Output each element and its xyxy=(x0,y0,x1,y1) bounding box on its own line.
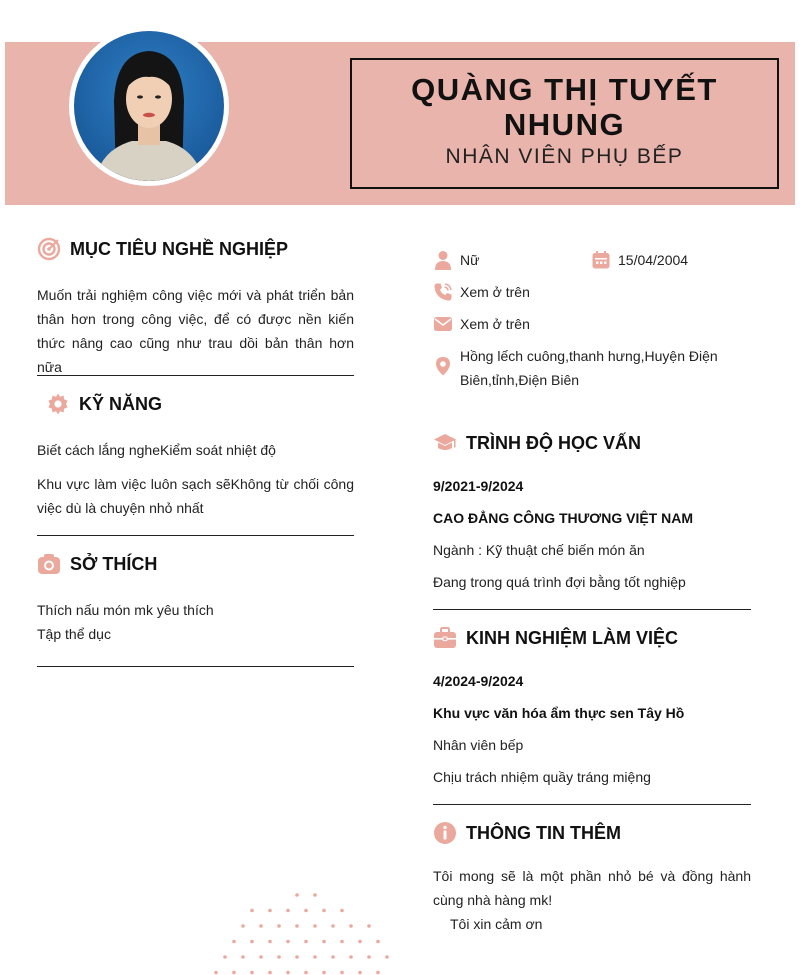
objective-text: Muốn trải nghiệm công việc mới và phát triển bản thân hơn trong công việc, để có được nền kiến thức nâng cao cũng như trau dồi bản thân hơn nữa xyxy=(37,287,354,375)
skills-section xyxy=(37,389,354,520)
decorative-dot xyxy=(286,940,290,944)
divider xyxy=(37,535,354,536)
divider xyxy=(37,666,354,667)
decorative-dot xyxy=(250,940,254,944)
decorative-dot xyxy=(340,909,344,913)
gender-row xyxy=(433,248,479,272)
decorative-dot xyxy=(259,924,263,928)
experience-position: Nhân viên bếp xyxy=(433,737,524,753)
decorative-dot xyxy=(322,940,326,944)
education-period: 9/2021-9/2024 xyxy=(433,478,524,494)
divider xyxy=(433,804,751,805)
extra-text: Tôi mong sẽ là một phần nhỏ bé và đồng hành cùng nhà hàng mk! xyxy=(433,868,751,908)
gear-icon xyxy=(46,392,70,416)
decorative-dot xyxy=(313,924,317,928)
decorative-dot xyxy=(295,955,299,959)
briefcase-icon xyxy=(433,626,457,650)
decorative-dot xyxy=(331,955,335,959)
decorative-dot xyxy=(259,955,263,959)
address-row xyxy=(433,344,733,392)
skill-item: Khu vực làm việc luôn sạch sẽKhông từ chối công việc dù là chuyện nhỏ nhất xyxy=(37,476,354,516)
decorative-dot xyxy=(268,971,272,975)
decorative-dot xyxy=(241,955,245,959)
hobby-item: Thích nấu món mk yêu thích xyxy=(37,602,214,618)
decorative-dot xyxy=(268,909,272,913)
extra-closing: Tôi xin cảm ơn xyxy=(450,916,543,932)
calendar-icon xyxy=(591,250,611,270)
hobbies-title: SỞ THÍCH xyxy=(70,553,158,574)
objective-section xyxy=(37,234,354,379)
decorative-dot xyxy=(223,955,227,959)
hobbies-section xyxy=(37,549,354,646)
decorative-dot xyxy=(376,971,380,975)
decorative-dot xyxy=(232,971,236,975)
email-row xyxy=(433,312,530,336)
decorative-dot xyxy=(367,924,371,928)
name-box xyxy=(350,58,779,189)
location-pin-icon xyxy=(433,356,453,376)
education-title: TRÌNH ĐỘ HỌC VẤN xyxy=(466,432,641,453)
decorative-dot xyxy=(295,924,299,928)
decorative-dot xyxy=(304,940,308,944)
decorative-dot xyxy=(349,924,353,928)
company-name: Khu vực văn hóa ẩm thực sen Tây Hồ xyxy=(433,705,685,721)
decorative-dot xyxy=(340,971,344,975)
envelope-icon xyxy=(433,314,453,334)
avatar xyxy=(69,26,229,186)
decorative-dot xyxy=(250,971,254,975)
school-name: CAO ĐẲNG CÔNG THƯƠNG VIỆT NAM xyxy=(433,510,693,526)
decorative-dot xyxy=(277,924,281,928)
decorative-dot xyxy=(232,940,236,944)
decorative-dot xyxy=(304,909,308,913)
graduation-cap-icon xyxy=(433,431,457,455)
full-name: QUÀNG THỊ TUYẾT NHUNG xyxy=(411,72,718,142)
decorative-dot xyxy=(358,971,362,975)
decorative-dot xyxy=(358,940,362,944)
divider xyxy=(433,609,751,610)
gender-value: Nữ xyxy=(460,252,480,268)
camera-icon xyxy=(37,552,61,576)
decorative-dot xyxy=(313,955,317,959)
decorative-dot xyxy=(304,971,308,975)
birthday-value: 15/04/2004 xyxy=(618,252,689,268)
decorative-dot xyxy=(385,955,389,959)
experience-period: 4/2024-9/2024 xyxy=(433,673,524,689)
decorative-dot xyxy=(376,940,380,944)
decorative-dot xyxy=(286,971,290,975)
divider xyxy=(37,375,354,376)
phone-value: Xem ở trên xyxy=(460,284,530,300)
skill-item: Biết cách lắng ngheKiểm soát nhiệt độ xyxy=(37,442,276,458)
target-icon xyxy=(37,237,61,261)
birthday-row xyxy=(591,248,688,272)
objective-title: MỤC TIÊU NGHỀ NGHIỆP xyxy=(70,238,289,259)
decorative-dot xyxy=(322,971,326,975)
address-value: Hồng lếch cuông,thanh hưng,Huyện Điện Biên,tỉnh,Điện Biên xyxy=(460,348,718,388)
person-icon xyxy=(433,250,453,270)
decorative-dot xyxy=(214,971,218,975)
decorative-dot xyxy=(250,909,254,913)
decorative-dot xyxy=(349,955,353,959)
decorative-dot xyxy=(286,909,290,913)
decorative-dot xyxy=(367,955,371,959)
phone-row xyxy=(433,280,530,304)
info-icon xyxy=(433,821,457,845)
decorative-dot xyxy=(340,940,344,944)
decorative-dot xyxy=(331,924,335,928)
hobby-item: Tập thể dục xyxy=(37,626,111,642)
decorative-dot xyxy=(313,893,317,897)
decorative-dot xyxy=(277,955,281,959)
education-section xyxy=(433,428,751,594)
email-value: Xem ở trên xyxy=(460,316,530,332)
decorative-dot xyxy=(295,893,299,897)
experience-section xyxy=(433,623,751,789)
extra-title: THÔNG TIN THÊM xyxy=(466,822,621,843)
decorative-dot xyxy=(322,909,326,913)
experience-duty: Chịu trách nhiệm quầy tráng miệng xyxy=(433,769,651,785)
experience-title: KINH NGHIỆM LÀM VIỆC xyxy=(466,627,679,648)
decorative-dots xyxy=(205,890,395,975)
education-major: Ngành : Kỹ thuật chế biến món ăn xyxy=(433,542,645,558)
extra-section xyxy=(433,818,751,936)
job-title: NHÂN VIÊN PHỤ BẾP xyxy=(445,145,684,168)
decorative-dot xyxy=(241,924,245,928)
education-note: Đang trong quá trình đợi bằng tốt nghiệp xyxy=(433,574,686,590)
decorative-dot xyxy=(268,940,272,944)
portrait-photo xyxy=(74,31,224,181)
skills-title: KỸ NĂNG xyxy=(79,393,163,414)
phone-icon xyxy=(433,282,453,302)
